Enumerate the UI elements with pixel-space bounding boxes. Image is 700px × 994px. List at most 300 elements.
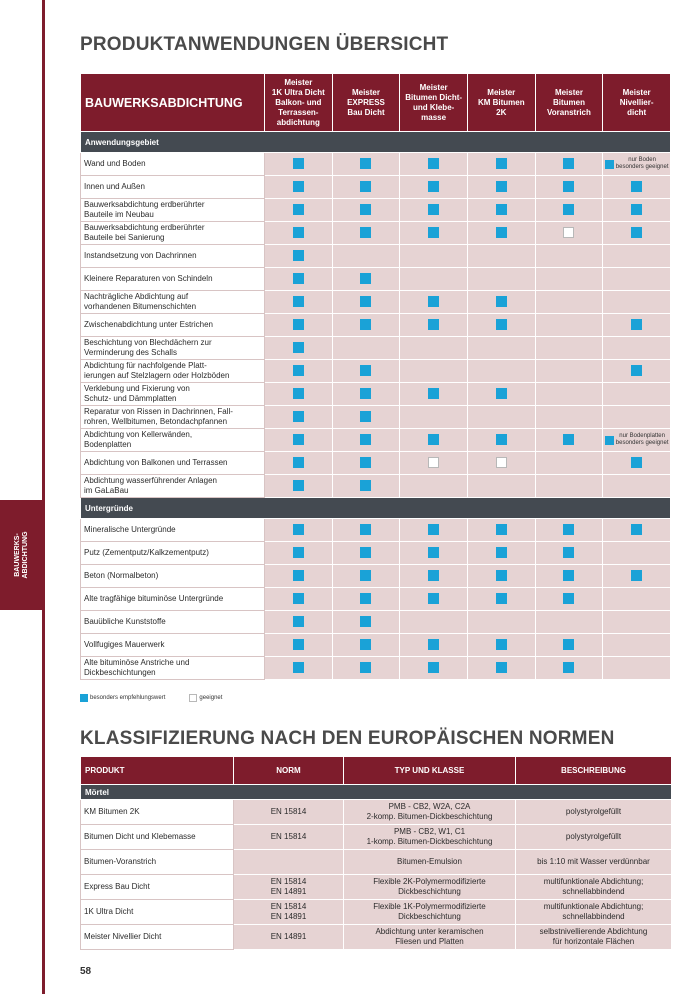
table-cell <box>603 291 671 314</box>
recommended-marker-icon <box>631 457 642 468</box>
table-cell <box>400 268 468 291</box>
table-cell <box>603 519 671 542</box>
table-row <box>81 875 672 900</box>
table-cell <box>265 383 333 406</box>
table-cell <box>400 452 468 475</box>
recommended-marker-icon <box>428 662 439 673</box>
table-cell <box>467 360 535 383</box>
table-cell <box>265 429 333 452</box>
recommended-marker-icon <box>293 181 304 192</box>
recommended-marker-icon <box>563 570 574 581</box>
recommended-marker-icon <box>360 662 371 673</box>
row-label: Instandsetzung von Dachrinnen <box>81 245 265 268</box>
table-row <box>81 268 671 291</box>
recommended-marker-icon <box>631 204 642 215</box>
recommended-marker-icon <box>631 227 642 238</box>
table-cell <box>265 452 333 475</box>
recommended-marker-icon <box>563 639 574 650</box>
recommended-marker-icon <box>360 570 371 581</box>
recommended-marker-icon <box>293 524 304 535</box>
table-cell <box>603 199 671 222</box>
column-header: Meister KM Bitumen 2K <box>467 74 535 132</box>
recommended-marker-icon <box>428 593 439 604</box>
recommended-marker-icon <box>360 547 371 558</box>
row-label: Putz (Zementputz/Kalkzementputz) <box>81 542 265 565</box>
table-cell <box>603 245 671 268</box>
table-cell <box>400 588 468 611</box>
table-cell <box>265 199 333 222</box>
recommended-marker-icon <box>360 524 371 535</box>
table-cell <box>535 222 603 245</box>
recommended-marker-icon <box>293 365 304 376</box>
table-cell <box>535 429 603 452</box>
table-cell <box>400 153 468 176</box>
page-number: 58 <box>80 966 92 977</box>
recommended-marker-icon <box>605 436 614 445</box>
table-cell <box>332 337 400 360</box>
table-cell <box>400 519 468 542</box>
table-cell <box>603 360 671 383</box>
recommended-marker-icon <box>360 365 371 376</box>
table-cell <box>603 383 671 406</box>
table-cell <box>265 542 333 565</box>
table-cell <box>400 565 468 588</box>
table-cell <box>332 314 400 337</box>
recommended-marker-icon <box>563 547 574 558</box>
recommended-marker-icon <box>605 160 614 169</box>
table-row <box>81 611 671 634</box>
recommended-marker-icon <box>496 639 507 650</box>
table-cell: Meister Nivellier Dicht <box>81 925 234 950</box>
table-cell <box>603 337 671 360</box>
table-cell <box>535 475 603 498</box>
section-title: KLASSIFIZIERUNG NACH DEN EUROPÄISCHEN NORMEN <box>80 728 615 749</box>
recommended-marker-icon <box>293 319 304 330</box>
table-cell: Bitumen Dicht und Klebemasse <box>81 825 234 850</box>
table-cell <box>400 360 468 383</box>
table-cell <box>400 429 468 452</box>
table-cell <box>332 360 400 383</box>
table-cell: Express Bau Dicht <box>81 875 234 900</box>
table-cell <box>535 406 603 429</box>
product-applications-table <box>80 73 671 680</box>
recommended-marker-icon <box>428 181 439 192</box>
recommended-marker-icon <box>293 250 304 261</box>
recommended-marker-icon <box>428 434 439 445</box>
legend <box>80 694 222 702</box>
table-cell <box>467 588 535 611</box>
table-cell <box>535 199 603 222</box>
table-cell <box>603 542 671 565</box>
recommended-marker-icon <box>496 181 507 192</box>
table-cell <box>535 519 603 542</box>
section-row: Mörtel <box>81 785 672 800</box>
table-cell <box>467 291 535 314</box>
table-cell <box>535 245 603 268</box>
recommended-marker-icon <box>563 524 574 535</box>
table-cell <box>535 634 603 657</box>
row-label: Beton (Normalbeton) <box>81 565 265 588</box>
table-cell <box>265 657 333 680</box>
row-label: Abdichtung von Balkonen und Terrassen <box>81 452 265 475</box>
table-row <box>81 800 672 825</box>
table-cell <box>265 337 333 360</box>
suitable-marker-icon <box>496 457 507 468</box>
table-cell <box>400 176 468 199</box>
table-cell <box>332 475 400 498</box>
table-cell <box>332 519 400 542</box>
table-cell <box>467 611 535 634</box>
section-row: Anwendungsgebiet <box>81 132 671 153</box>
recommended-marker-icon <box>360 434 371 445</box>
table-cell: EN 15814 EN 14891 <box>234 875 344 900</box>
recommended-marker-icon <box>496 388 507 399</box>
table-cell <box>467 153 535 176</box>
table-cell <box>265 268 333 291</box>
table-cell <box>265 291 333 314</box>
table-cell <box>603 429 671 452</box>
table-cell <box>332 611 400 634</box>
recommended-marker-icon <box>428 158 439 169</box>
table-cell <box>265 245 333 268</box>
table-cell <box>400 222 468 245</box>
recommended-marker-icon <box>293 547 304 558</box>
recommended-marker-icon <box>563 181 574 192</box>
table-cell <box>603 153 671 176</box>
table-row <box>81 900 672 925</box>
table-cell <box>535 611 603 634</box>
table-row <box>81 588 671 611</box>
recommended-marker-icon <box>563 662 574 673</box>
table-cell <box>332 634 400 657</box>
table-row <box>81 245 671 268</box>
row-label: Reparatur von Rissen in Dachrinnen, Fall- rohren, Wellbitumen, Betondachpfannen <box>81 406 265 429</box>
suitable-marker-icon <box>428 457 439 468</box>
table-cell <box>467 199 535 222</box>
recommended-marker-icon <box>496 524 507 535</box>
table-cell <box>332 268 400 291</box>
recommended-marker-icon <box>496 319 507 330</box>
side-tab-label: BAUWERKS- ABDICHTUNG <box>14 531 29 579</box>
table-cell <box>535 337 603 360</box>
table-row <box>81 337 671 360</box>
recommended-marker-icon <box>360 388 371 399</box>
recommended-marker-icon <box>496 593 507 604</box>
table-cell <box>535 657 603 680</box>
recommended-marker-icon <box>631 570 642 581</box>
table-cell <box>467 452 535 475</box>
table-cell: Bitumen-Voranstrich <box>81 850 234 875</box>
table-row <box>81 176 671 199</box>
column-header: PRODUKT <box>81 757 234 785</box>
table-cell: PMB - CB2, W2A, C2A 2-komp. Bitumen-Dickbeschichtung <box>344 800 516 825</box>
table-cell <box>265 222 333 245</box>
table-cell <box>467 565 535 588</box>
table-cell <box>603 176 671 199</box>
table-cell <box>467 314 535 337</box>
table-cell <box>400 245 468 268</box>
table-cell <box>332 383 400 406</box>
table-cell <box>603 611 671 634</box>
recommended-marker-icon <box>360 296 371 307</box>
column-header: Meister 1K Ultra Dicht Balkon- und Terrassen- abdichtung <box>265 74 333 132</box>
column-header: BESCHREIBUNG <box>516 757 672 785</box>
table-cell <box>332 222 400 245</box>
table-cell <box>467 475 535 498</box>
table-cell <box>265 153 333 176</box>
recommended-marker-icon <box>293 593 304 604</box>
table-cell <box>467 429 535 452</box>
table-cell <box>535 291 603 314</box>
column-header: Meister Bitumen Dicht- und Klebe- masse <box>400 74 468 132</box>
recommended-marker-icon <box>360 319 371 330</box>
table-cell <box>400 475 468 498</box>
table-cell <box>265 565 333 588</box>
table-cell: bis 1:10 mit Wasser verdünnbar <box>516 850 672 875</box>
recommended-marker-icon <box>293 158 304 169</box>
table-row <box>81 825 672 850</box>
table-cell <box>467 245 535 268</box>
table-cell <box>400 314 468 337</box>
page-title: PRODUKTANWENDUNGEN ÜBERSICHT <box>80 34 449 55</box>
table-cell <box>467 657 535 680</box>
table-cell <box>603 565 671 588</box>
suitable-marker-icon <box>563 227 574 238</box>
recommended-marker-icon <box>428 319 439 330</box>
table-cell <box>467 337 535 360</box>
row-label: Kleinere Reparaturen von Schindeln <box>81 268 265 291</box>
table-cell <box>332 176 400 199</box>
table-cell <box>603 657 671 680</box>
table-cell: EN 15814 EN 14891 <box>234 900 344 925</box>
table-cell <box>535 314 603 337</box>
table-cell <box>332 542 400 565</box>
table-row <box>81 542 671 565</box>
table-cell <box>603 268 671 291</box>
recommended-marker-icon <box>360 639 371 650</box>
recommended-marker-icon <box>293 434 304 445</box>
table-row <box>81 222 671 245</box>
row-label: Verklebung und Fixierung von Schutz- und Dämmplatten <box>81 383 265 406</box>
recommended-marker-icon <box>496 204 507 215</box>
recommended-marker-icon <box>631 181 642 192</box>
recommended-marker-icon <box>428 296 439 307</box>
row-label: Wand und Boden <box>81 153 265 176</box>
table-cell <box>467 519 535 542</box>
table-cell <box>332 291 400 314</box>
row-label: Alte tragfähige bituminöse Untergründe <box>81 588 265 611</box>
recommended-marker-icon <box>496 570 507 581</box>
table-cell <box>603 475 671 498</box>
table-cell <box>400 291 468 314</box>
recommended-marker-icon <box>360 411 371 422</box>
cell-note: nur Bodenplatten besonders geeignet <box>615 433 669 446</box>
recommended-marker-icon <box>293 411 304 422</box>
recommended-marker-icon <box>496 547 507 558</box>
recommended-marker-icon <box>293 662 304 673</box>
recommended-marker-icon <box>293 273 304 284</box>
recommended-marker-icon <box>293 616 304 627</box>
table-cell <box>467 542 535 565</box>
row-label: Abdichtung von Kellerwänden, Bodenplatten <box>81 429 265 452</box>
table-cell <box>603 634 671 657</box>
row-label: Alte bituminöse Anstriche und Dickbeschichtungen <box>81 657 265 680</box>
table-cell <box>265 611 333 634</box>
table-cell <box>535 565 603 588</box>
table-cell <box>265 360 333 383</box>
row-label: Mineralische Untergründe <box>81 519 265 542</box>
recommended-marker-icon <box>563 204 574 215</box>
table-cell <box>265 588 333 611</box>
table-row <box>81 406 671 429</box>
table-cell <box>535 383 603 406</box>
table-cell: multifunktionale Abdichtung; schnellabbindend <box>516 900 672 925</box>
table-row <box>81 314 671 337</box>
table-row <box>81 153 671 176</box>
recommended-marker-icon <box>293 457 304 468</box>
table-cell <box>332 565 400 588</box>
table-cell <box>265 634 333 657</box>
recommended-marker-icon <box>360 158 371 169</box>
table-cell <box>265 406 333 429</box>
table-cell <box>535 268 603 291</box>
recommended-marker-icon <box>496 227 507 238</box>
legend-suitable: geeignet <box>199 695 223 701</box>
row-label: Vollfugiges Mauerwerk <box>81 634 265 657</box>
table-cell <box>332 245 400 268</box>
table-row <box>81 850 672 875</box>
recommended-marker-icon <box>428 227 439 238</box>
table-cell: EN 15814 <box>234 800 344 825</box>
side-accent-line <box>42 0 45 994</box>
recommended-marker-icon <box>631 365 642 376</box>
table-cell <box>234 850 344 875</box>
recommended-marker-icon <box>428 547 439 558</box>
table-row <box>81 452 671 475</box>
section-row: Untergründe <box>81 498 671 519</box>
recommended-marker-icon <box>428 524 439 535</box>
recommended-marker-icon <box>360 273 371 284</box>
recommended-marker-icon <box>293 570 304 581</box>
cell-note: nur Boden besonders geeignet <box>615 157 669 170</box>
table-cell <box>467 222 535 245</box>
table-row <box>81 657 671 680</box>
row-label: Abdichtung für nachfolgende Platt- ierungen auf Stelzlagern oder Holzböden <box>81 360 265 383</box>
suitable-marker-icon <box>189 694 197 702</box>
table-row <box>81 565 671 588</box>
recommended-marker-icon <box>80 694 88 702</box>
table-cell <box>332 429 400 452</box>
table-cell <box>400 406 468 429</box>
table-row <box>81 634 671 657</box>
table-cell <box>535 360 603 383</box>
table-cell <box>603 452 671 475</box>
table-row <box>81 291 671 314</box>
table-cell: polystyrolgefüllt <box>516 825 672 850</box>
table-cell <box>535 153 603 176</box>
recommended-marker-icon <box>631 319 642 330</box>
table-cell <box>265 314 333 337</box>
table-cell <box>467 406 535 429</box>
table-cell <box>332 452 400 475</box>
recommended-marker-icon <box>631 524 642 535</box>
table-row <box>81 383 671 406</box>
table-cell <box>603 314 671 337</box>
table-cell: Flexible 1K-Polymermodifizierte Dickbeschichtung <box>344 900 516 925</box>
table-cell <box>332 406 400 429</box>
table-cell <box>400 611 468 634</box>
table-row <box>81 925 672 950</box>
row-label: Abdichtung wasserführender Anlagen im GaLaBau <box>81 475 265 498</box>
table-cell <box>535 542 603 565</box>
table-cell <box>265 519 333 542</box>
table-cell <box>467 176 535 199</box>
recommended-marker-icon <box>563 434 574 445</box>
row-label: Beschichtung von Blechdächern zur Verminderung des Schalls <box>81 337 265 360</box>
recommended-marker-icon <box>496 158 507 169</box>
recommended-marker-icon <box>428 639 439 650</box>
recommended-marker-icon <box>293 342 304 353</box>
table-cell: PMB - CB2, W1, C1 1-komp. Bitumen-Dickbeschichtung <box>344 825 516 850</box>
column-header: Meister Bitumen Voranstrich <box>535 74 603 132</box>
row-label: Bauwerksabdichtung erdberührter Bauteile im Neubau <box>81 199 265 222</box>
table-cell <box>467 383 535 406</box>
table-cell <box>400 542 468 565</box>
table-cell <box>535 452 603 475</box>
recommended-marker-icon <box>293 388 304 399</box>
recommended-marker-icon <box>496 434 507 445</box>
table-cell <box>400 657 468 680</box>
recommended-marker-icon <box>360 480 371 491</box>
column-header: Meister EXPRESS Bau Dicht <box>332 74 400 132</box>
row-label: Innen und Außen <box>81 176 265 199</box>
column-header: Meister Nivellier- dicht <box>603 74 671 132</box>
table-cell: Abdichtung unter keramischen Fliesen und Platten <box>344 925 516 950</box>
recommended-marker-icon <box>293 227 304 238</box>
table-cell <box>400 337 468 360</box>
recommended-marker-icon <box>360 616 371 627</box>
table-cell <box>603 406 671 429</box>
recommended-marker-icon <box>428 204 439 215</box>
table-cell: polystyrolgefüllt <box>516 800 672 825</box>
row-label: Zwischenabdichtung unter Estrichen <box>81 314 265 337</box>
table-cell: Bitumen-Emulsion <box>344 850 516 875</box>
table-cell <box>265 176 333 199</box>
row-label: Nachträgliche Abdichtung auf vorhandenen Bitumenschichten <box>81 291 265 314</box>
table-cell <box>603 222 671 245</box>
recommended-marker-icon <box>428 388 439 399</box>
legend-recommended: besonders empfehlungswert <box>90 695 166 701</box>
table-cell <box>535 588 603 611</box>
table-cell: 1K Ultra Dicht <box>81 900 234 925</box>
table-cell <box>400 199 468 222</box>
table-row <box>81 360 671 383</box>
table-cell <box>332 657 400 680</box>
recommended-marker-icon <box>360 227 371 238</box>
recommended-marker-icon <box>496 662 507 673</box>
recommended-marker-icon <box>360 593 371 604</box>
table-cell <box>535 176 603 199</box>
table-row <box>81 519 671 542</box>
table-cell: EN 14891 <box>234 925 344 950</box>
table-row <box>81 475 671 498</box>
recommended-marker-icon <box>293 480 304 491</box>
table-cell <box>400 634 468 657</box>
table-cell <box>265 475 333 498</box>
recommended-marker-icon <box>360 204 371 215</box>
row-label: Bauübliche Kunststoffe <box>81 611 265 634</box>
column-header: NORM <box>234 757 344 785</box>
